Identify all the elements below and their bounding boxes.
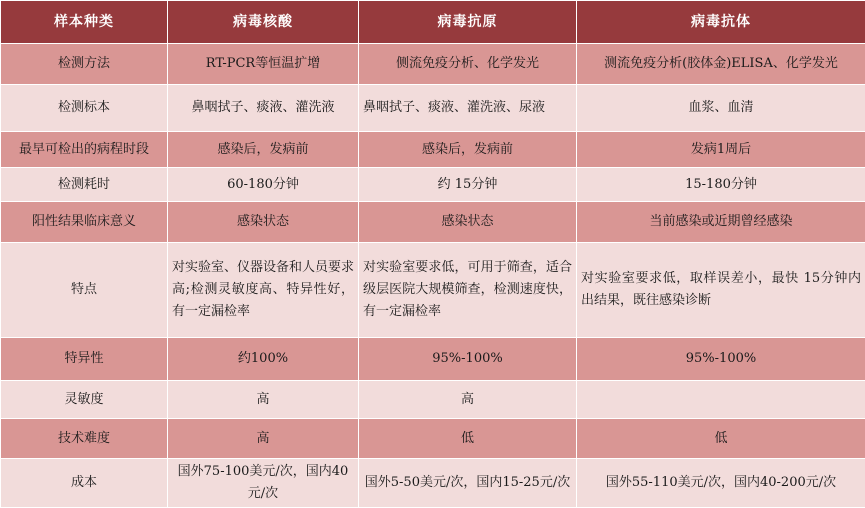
header-viral-nucleic-acid: 病毒核酸 [168, 1, 359, 44]
table-cell: 鼻咽拭子、痰液、灌洗液 [168, 85, 359, 132]
table-cell: 当前感染或近期曾经感染 [577, 202, 865, 243]
table-cell: 低 [359, 419, 577, 459]
table-cell: 约 15分钟 [359, 168, 577, 202]
row-label: 检测标本 [1, 85, 168, 132]
table-cell: 95%-100% [577, 338, 865, 381]
table-cell: 15-180分钟 [577, 168, 865, 202]
table-cell: 国外55-110美元/次，国内40-200元/次 [577, 459, 865, 508]
table-cell: RT-PCR等恒温扩增 [168, 44, 359, 85]
table-cell: 对实验室、仪器设备和人员要求高;检测灵敏度高、特异性好，有一定漏检率 [168, 243, 359, 338]
table-row [1, 202, 865, 243]
table-cell: 血浆、血清 [577, 85, 865, 132]
row-label: 特异性 [1, 338, 168, 381]
table-row [1, 419, 865, 459]
row-label: 技术难度 [1, 419, 168, 459]
table-cell: 高 [359, 381, 577, 419]
table-cell: 测流免疫分析(胶体金)ELISA、化学发光 [577, 44, 865, 85]
row-label: 检测耗时 [1, 168, 168, 202]
table-cell: 60-180分钟 [168, 168, 359, 202]
header-viral-antibody: 病毒抗体 [577, 1, 865, 44]
header-viral-antigen: 病毒抗原 [359, 1, 577, 44]
table-cell: 国外5-50美元/次，国内15-25元/次 [359, 459, 577, 508]
table-cell: 侧流免疫分析、化学发光 [359, 44, 577, 85]
row-label: 阳性结果临床意义 [1, 202, 168, 243]
table-cell: 感染后，发病前 [168, 132, 359, 168]
table-cell: 高 [168, 419, 359, 459]
row-label: 成本 [1, 459, 168, 508]
row-label: 特点 [1, 243, 168, 338]
table-cell: 对实验室要求低，取样误差小，最快 15分钟内出结果，既往感染诊断 [577, 243, 865, 338]
table-cell: 感染后，发病前 [359, 132, 577, 168]
table-row [1, 243, 865, 338]
row-label: 灵敏度 [1, 381, 168, 419]
table-cell: 感染状态 [359, 202, 577, 243]
table-row [1, 44, 865, 85]
table-cell: 感染状态 [168, 202, 359, 243]
table-row [1, 459, 865, 508]
table-cell: 对实验室要求低，可用于筛查，适合级层医院大规模筛查，检测速度快，有一定漏检率 [359, 243, 577, 338]
table-row [1, 168, 865, 202]
table-row [1, 381, 865, 419]
table-cell: 发病1周后 [577, 132, 865, 168]
table-cell: 95%-100% [359, 338, 577, 381]
header-row [1, 1, 865, 44]
header-sample-type: 样本种类 [1, 1, 168, 44]
table-row [1, 132, 865, 168]
table-row [1, 338, 865, 381]
table-row [1, 85, 865, 132]
table-cell: 约100% [168, 338, 359, 381]
row-label: 最早可检出的病程时段 [1, 132, 168, 168]
table-cell [577, 381, 865, 419]
row-label: 检测方法 [1, 44, 168, 85]
table-cell: 高 [168, 381, 359, 419]
table-cell: 国外75-100美元/次，国内40元/次 [168, 459, 359, 508]
table-cell: 鼻咽拭子、痰液、灌洗液、尿液 [359, 85, 577, 132]
table-cell: 低 [577, 419, 865, 459]
